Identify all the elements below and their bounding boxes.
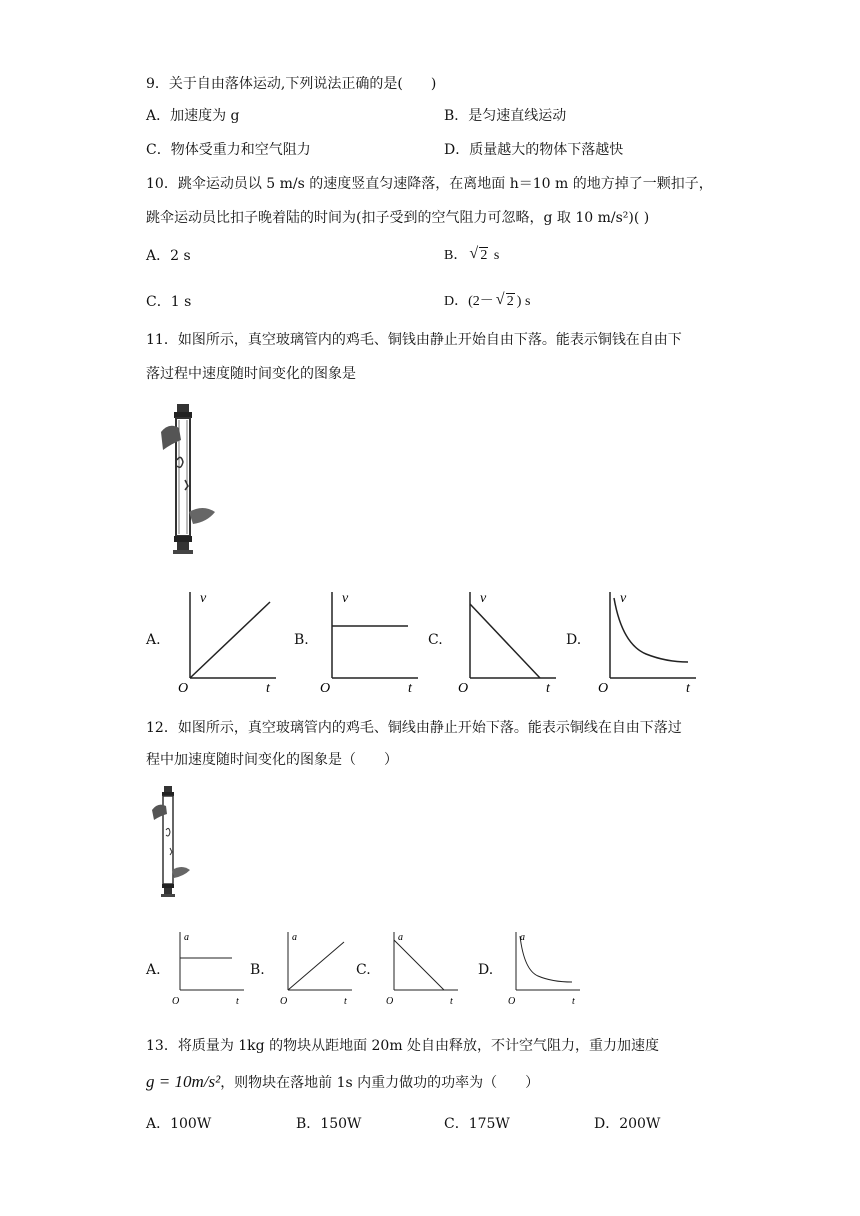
- y-axis-label: a: [184, 932, 189, 943]
- q10-option-d-suffix: ) s: [516, 294, 531, 309]
- q10-option-b-radicand: 2: [480, 248, 488, 263]
- q12-option-d-label: D.: [478, 962, 494, 978]
- q12-graph-c: [382, 926, 466, 1008]
- q10-option-d-prefix: D．(2－: [444, 294, 494, 309]
- q13-stem-line2-rest: ，则物块在落地前 1s 内重力做功的功率为（ ）: [220, 1075, 540, 1091]
- y-axis-label: v: [480, 591, 487, 606]
- x-axis-label: t: [266, 681, 270, 696]
- y-axis-label: v: [342, 591, 349, 606]
- q10-option-b-prefix: B．: [444, 248, 468, 263]
- q12-option-a-label: A.: [146, 962, 161, 978]
- q9-option-a: A．加速度为 g: [146, 108, 240, 124]
- q9-option-c: C．物体受重力和空气阻力: [146, 142, 311, 158]
- x-axis-label: t: [572, 996, 575, 1007]
- q13-formula: g = 10m/s²: [146, 1072, 221, 1091]
- origin-label: O: [178, 681, 189, 696]
- q11-stem-line1: 11．如图所示，真空玻璃管内的鸡毛、铜钱由静止开始自由下落。能表示铜钱在自由下: [146, 332, 682, 348]
- q13-option-d: D．200W: [594, 1116, 661, 1132]
- origin-label: O: [598, 681, 609, 696]
- q12-graph-b: [276, 926, 360, 1008]
- q12-option-c-label: C.: [356, 962, 371, 978]
- q11-stem-line2: 落过程中速度随时间变化的图象是: [146, 366, 356, 382]
- q10-stem-line1: 10．跳伞运动员以 5 m/s 的速度竖直匀速降落，在离地面 h＝10 m 的地方掉了一颗扣子，: [146, 176, 713, 192]
- origin-label: O: [458, 681, 469, 696]
- q13-stem-line2: [146, 1072, 539, 1093]
- q10-option-d: [444, 292, 530, 312]
- q11-graph-c: [456, 586, 566, 696]
- q12-graph-d: [504, 926, 588, 1008]
- vacuum-tube-illustration: [155, 400, 225, 560]
- q10-option-b: [444, 246, 499, 266]
- q10-stem-line2: 跳伞运动员比扣子晚着陆的时间为(扣子受到的空气阻力可忽略，g 取 10 m/s²)( ): [146, 210, 650, 226]
- q11-graph-d: [596, 586, 706, 696]
- q10-option-d-radicand: 2: [506, 294, 514, 309]
- x-axis-label: t: [408, 681, 412, 696]
- sqrt-symbol: √ 2: [495, 291, 514, 309]
- x-axis-label: t: [450, 996, 453, 1007]
- origin-label: O: [320, 681, 331, 696]
- q13-option-b: B．150W: [296, 1116, 362, 1132]
- q11-option-d-label: D.: [566, 632, 582, 648]
- q13-option-c: C．175W: [444, 1116, 510, 1132]
- origin-label: O: [386, 996, 394, 1007]
- q13-stem-line1: 13．将质量为 1kg 的物块从距地面 20m 处自由释放，不计空气阻力，重力加速度: [146, 1038, 660, 1054]
- q9-stem: 9．关于自由落体运动,下列说法正确的是( ): [146, 76, 437, 92]
- x-axis-label: t: [686, 681, 690, 696]
- q13-option-a: A．100W: [146, 1116, 212, 1132]
- y-axis-label: a: [520, 932, 525, 943]
- y-axis-label: v: [200, 591, 207, 606]
- q12-option-b-label: B.: [250, 962, 265, 978]
- q11-option-b-label: B.: [294, 632, 309, 648]
- q10-option-c: C．1 s: [146, 294, 192, 310]
- q9-option-b: B．是匀速直线运动: [444, 108, 567, 124]
- origin-label: O: [280, 996, 288, 1007]
- sqrt-symbol: √ 2: [469, 245, 488, 263]
- q12-graph-a: [168, 926, 252, 1008]
- y-axis-label: v: [620, 591, 627, 606]
- x-axis-label: t: [344, 996, 347, 1007]
- y-axis-label: a: [292, 932, 297, 943]
- q10-option-b-suffix: s: [493, 248, 500, 263]
- q12-stem-line2: 程中加速度随时间变化的图象是（ ）: [146, 752, 398, 768]
- x-axis-label: t: [546, 681, 550, 696]
- q9-option-d: D．质量越大的物体下落越快: [444, 142, 624, 158]
- origin-label: O: [508, 996, 516, 1007]
- origin-label: O: [172, 996, 180, 1007]
- x-axis-label: t: [236, 996, 239, 1007]
- vacuum-tube-illustration: [150, 784, 200, 902]
- q12-stem-line1: 12．如图所示，真空玻璃管内的鸡毛、铜线由静止开始下落。能表示铜线在自由下落过: [146, 720, 682, 736]
- q11-graph-a: [176, 586, 286, 696]
- q10-option-a: A．2 s: [146, 248, 191, 264]
- y-axis-label: a: [398, 932, 403, 943]
- q11-graph-b: [318, 586, 428, 696]
- q11-option-a-label: A.: [146, 632, 161, 648]
- q11-option-c-label: C.: [428, 632, 443, 648]
